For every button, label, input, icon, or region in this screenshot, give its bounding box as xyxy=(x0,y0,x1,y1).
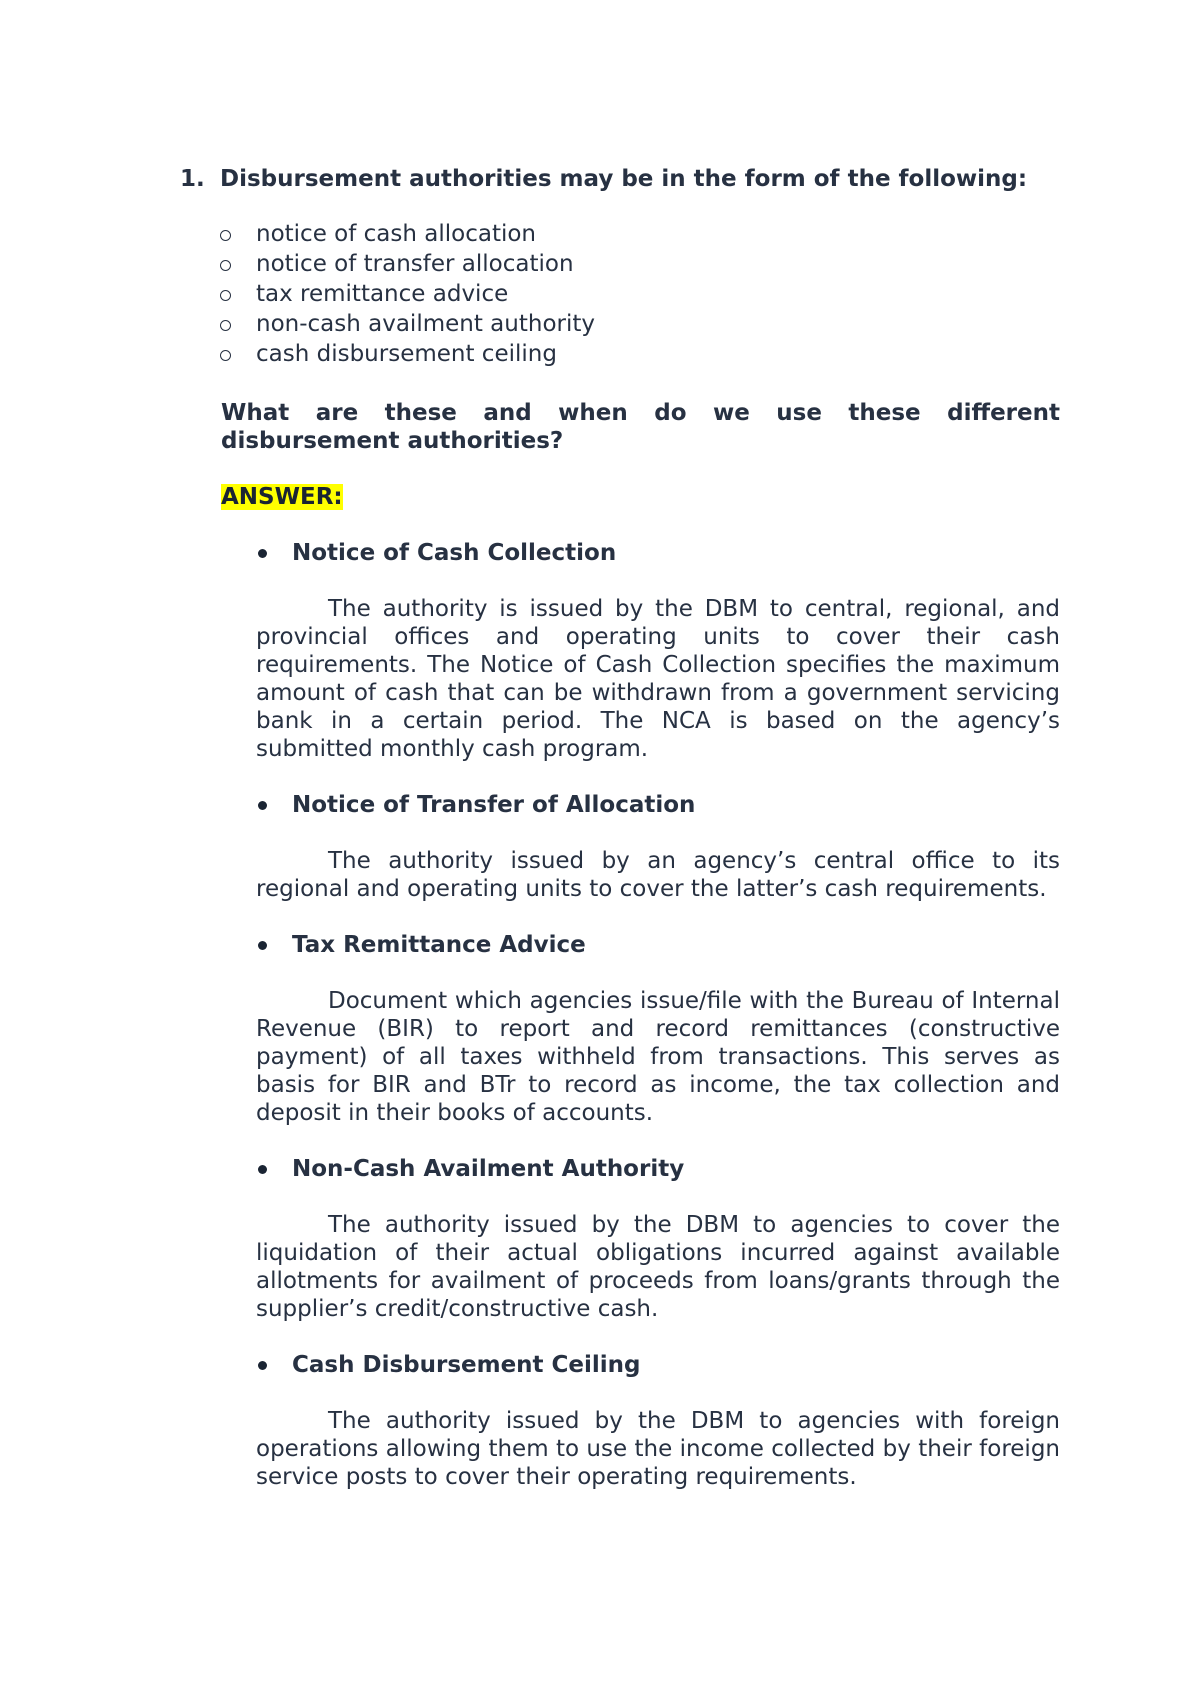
definition-item xyxy=(256,539,1060,763)
definition-item xyxy=(256,931,1060,1127)
list-item xyxy=(220,339,1060,369)
list-item xyxy=(220,219,1060,249)
definition-heading xyxy=(256,1155,1060,1183)
definition-title: Non-Cash Availment Authority xyxy=(292,1156,685,1182)
answer-label xyxy=(221,483,1060,511)
definition-title: Notice of Cash Collection xyxy=(292,540,617,566)
authority-list xyxy=(220,219,1060,369)
followup-question: What are these and when do we use these different disbursement authorities? xyxy=(221,400,1060,454)
list-item-label: cash disbursement ceiling xyxy=(256,341,557,367)
bullet-dot-icon xyxy=(258,801,267,810)
list-item xyxy=(220,249,1060,279)
circle-bullet-icon xyxy=(220,320,231,331)
question-text: Disbursement authorities may be in the form of the following: xyxy=(220,166,1028,192)
list-item xyxy=(220,309,1060,339)
bullet-dot-icon xyxy=(258,1361,267,1370)
list-item-label: notice of cash allocation xyxy=(256,221,536,247)
list-item xyxy=(220,279,1060,309)
list-item-label: non-cash availment authority xyxy=(256,311,595,337)
definition-heading xyxy=(256,931,1060,959)
list-item-label: notice of transfer allocation xyxy=(256,251,574,277)
definition-body: The authority is issued by the DBM to central, regional, and provincial offices and operating units to cover their cash requirements. The Notice of Cash Collection specifies the maximum amount of cash that can be withdrawn from a government servicing bank in a certain period. The NCA is based on the agency’s submitted monthly cash program. xyxy=(256,596,1060,762)
definition-item xyxy=(256,1351,1060,1491)
circle-bullet-icon xyxy=(220,350,231,361)
definition-body: The authority issued by the DBM to agencies to cover the liquidation of their actual obligations incurred against available allotments for availment of proceeds from loans/grants through the supplier’s credit/constructive cash. xyxy=(256,1212,1060,1322)
circle-bullet-icon xyxy=(220,290,231,301)
question-block xyxy=(180,165,1060,1519)
circle-bullet-icon xyxy=(220,230,231,241)
definition-title: Cash Disbursement Ceiling xyxy=(292,1352,641,1378)
definition-body: The authority issued by an agency’s central office to its regional and operating units to cover the latter’s cash requirements. xyxy=(256,848,1060,902)
definition-body: The authority issued by the DBM to agencies with foreign operations allowing them to use the income collected by their foreign service posts to cover their operating requirements. xyxy=(256,1408,1060,1490)
definition-heading xyxy=(256,539,1060,567)
definition-body: Document which agencies issue/file with the Bureau of Internal Revenue (BIR) to report and record remittances (constructive payment) of all taxes withheld from transactions. This serves as basis for BIR and BTr to record as income, the tax collection and deposit in their books of accounts. xyxy=(256,988,1060,1126)
bullet-dot-icon xyxy=(258,549,267,558)
definition-title: Tax Remittance Advice xyxy=(292,932,586,958)
list-item-label: tax remittance advice xyxy=(256,281,509,307)
definition-heading xyxy=(256,791,1060,819)
definitions-list xyxy=(256,539,1060,1491)
question-number: 1. xyxy=(180,166,205,192)
definition-title: Notice of Transfer of Allocation xyxy=(292,792,696,818)
bullet-dot-icon xyxy=(258,1165,267,1174)
bullet-dot-icon xyxy=(258,941,267,950)
circle-bullet-icon xyxy=(220,260,231,271)
definition-item xyxy=(256,791,1060,903)
definition-item xyxy=(256,1155,1060,1323)
answer-highlight: ANSWER: xyxy=(221,484,343,510)
definition-heading xyxy=(256,1351,1060,1379)
